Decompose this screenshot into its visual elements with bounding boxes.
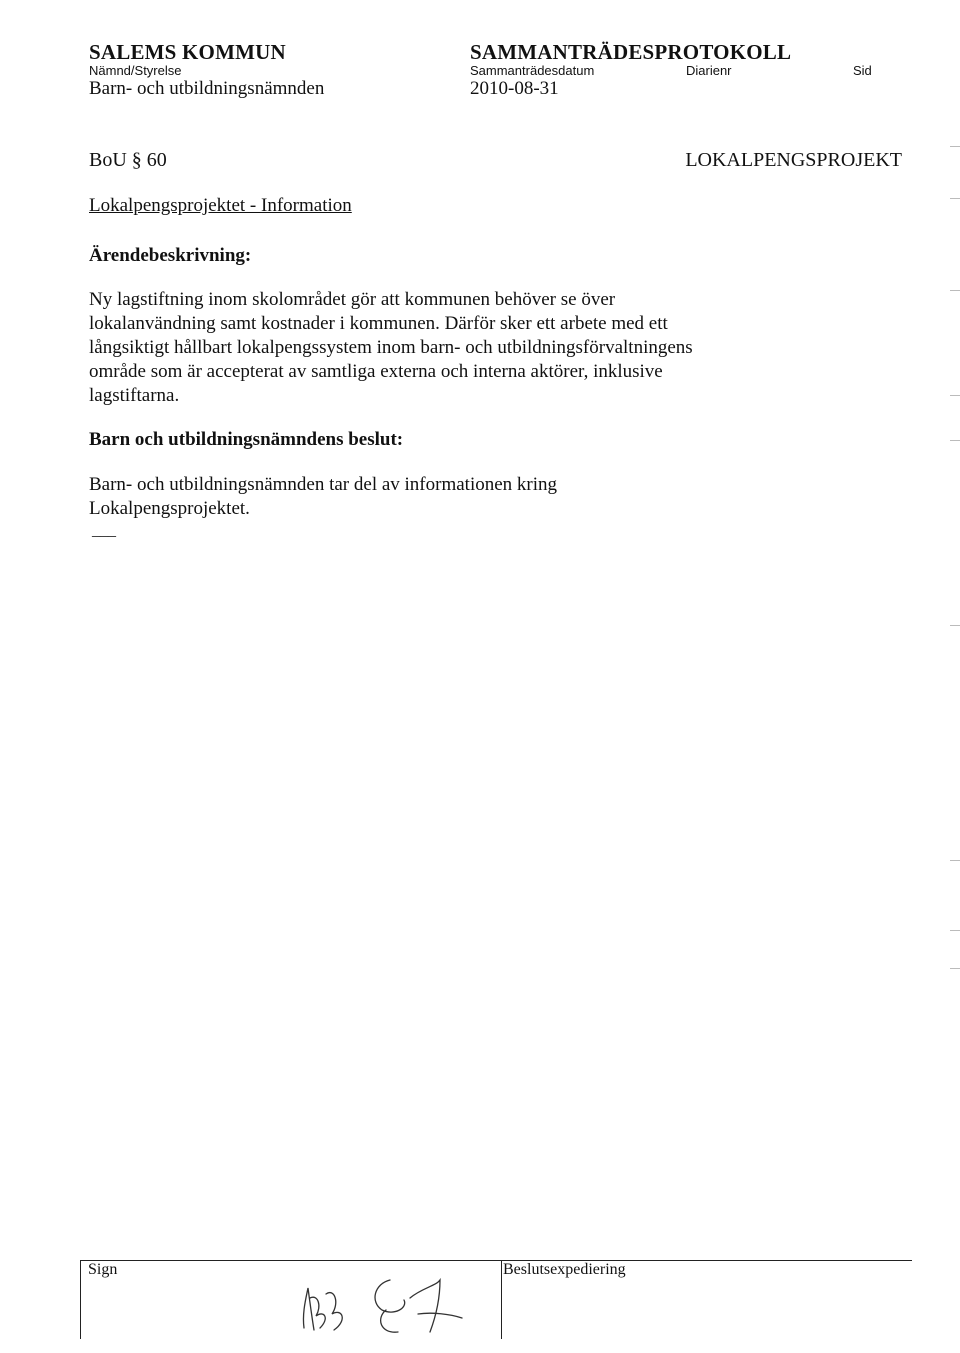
expediering-label: Beslutsexpediering <box>503 1261 626 1278</box>
scan-edge-mark <box>950 198 960 199</box>
decision-text: Barn- och utbildningsnämnden tar del av informationen kring Lokalpengsprojektet. <box>89 474 558 519</box>
scan-edge-mark <box>950 860 960 861</box>
diarienr-label: Diarienr <box>686 63 732 78</box>
description-heading: Ärendebeskrivning: <box>89 245 252 266</box>
scan-edge-mark <box>950 395 960 396</box>
category-title: LOKALPENGSPROJEKT <box>685 149 902 171</box>
description-text: Ny lagstiftning inom skolområdet gör att kommunen behöver se över lokalanvändning samt kostnader i kommunen. Därför sker ett arbete med ett långsiktigt hållbart lokalpengssystem inom barn- och utbildningsförvaltningens område som är accepterat av samtliga externa och interna aktörer, inklusive lagstiftarna. <box>89 289 693 406</box>
document-type: SAMMANTRÄDESPROTOKOLL <box>470 40 792 64</box>
committee-label: Nämnd/Styrelse <box>89 63 182 78</box>
scan-edge-mark <box>950 625 960 626</box>
page-label: Sid <box>853 63 872 78</box>
committee-value: Barn- och utbildningsnämnden <box>89 78 325 99</box>
scan-edge-mark <box>950 440 960 441</box>
scan-edge-mark <box>950 968 960 969</box>
scan-edge-mark <box>950 146 960 147</box>
meeting-date: 2010-08-31 <box>470 78 559 99</box>
scan-edge-mark <box>950 290 960 291</box>
end-mark: ___ <box>92 522 116 539</box>
paragraph-reference: BoU § 60 <box>89 149 167 171</box>
scan-edge-mark <box>950 930 960 931</box>
subject-title: Lokalpengsprojektet - Information <box>89 195 352 216</box>
date-label: Sammanträdesdatum <box>470 63 595 78</box>
decision-heading: Barn och utbildningsnämndens beslut: <box>89 429 404 450</box>
sign-label: Sign <box>88 1261 118 1278</box>
handwritten-signatures <box>290 1258 490 1348</box>
organization-name: SALEMS KOMMUN <box>89 40 286 64</box>
